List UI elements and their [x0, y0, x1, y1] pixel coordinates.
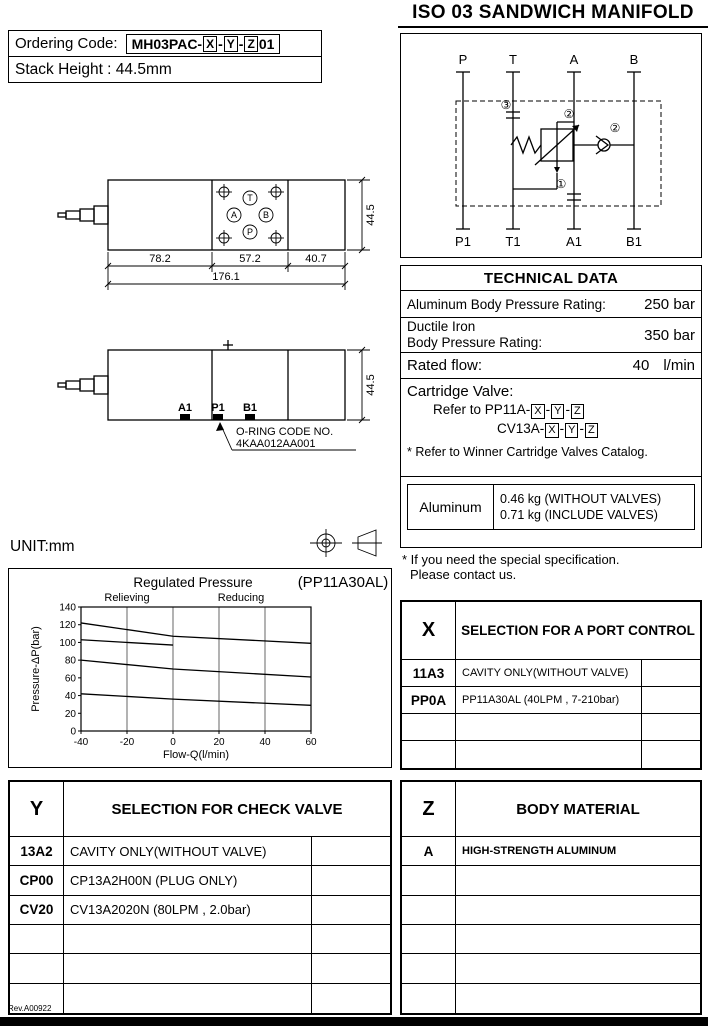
schematic-port-p1: P1 — [455, 234, 471, 249]
schematic-port-b: B — [629, 52, 639, 67]
technical-data-title: TECHNICAL DATA — [401, 266, 701, 291]
y-row-desc — [64, 954, 312, 983]
z-row-desc — [456, 866, 700, 895]
y-row-extra — [312, 837, 390, 866]
dim-176-1: 176.1 — [212, 271, 240, 283]
ductile-rating-row — [401, 318, 701, 353]
dim-height-side: 44.5 — [365, 374, 377, 396]
pp11a-y: Y — [551, 404, 564, 419]
weight-include-valves: 0.71 kg (INCLUDE VALVES) — [500, 508, 658, 522]
projection-cone-icon — [352, 530, 382, 556]
y-row-desc: CV13A2020N (80LPM , 2.0bar) — [64, 896, 312, 925]
schematic-panel — [400, 33, 702, 258]
z-body-material-table — [400, 780, 702, 1015]
pp11a-x: X — [531, 404, 544, 419]
y-row-code: CP00 — [10, 866, 64, 895]
cv13a-sep1: - — [559, 421, 565, 436]
callout-2a: ② — [563, 107, 575, 121]
cartridge-valve-section — [401, 379, 701, 477]
callout-1: ① — [555, 177, 567, 191]
unit-label: UNIT:mm — [10, 538, 75, 555]
y-row-code — [10, 925, 64, 954]
z-row-desc — [456, 954, 700, 983]
projection-circle-icon — [310, 529, 342, 557]
y-row-desc — [64, 984, 312, 1013]
z-row-code — [402, 984, 456, 1013]
pp11a-sep2: - — [565, 402, 570, 417]
svg-text:140: 140 — [59, 602, 76, 614]
z-table-heading: BODY MATERIAL — [456, 782, 700, 837]
dim-40-7: 40.7 — [305, 253, 327, 265]
cv13a-y: Y — [565, 423, 578, 438]
side-port-p1: P1 — [211, 402, 225, 414]
z-table-code-header: Z — [402, 782, 456, 837]
schematic-port-a1: A1 — [566, 234, 582, 249]
chart-region-reducing: Reducing — [217, 592, 265, 604]
ordering-code-value — [126, 34, 281, 54]
leader-arrowhead — [216, 422, 224, 431]
y-row-extra — [312, 866, 390, 895]
y-row-desc — [64, 925, 312, 954]
code-sep2: - — [238, 35, 244, 52]
y-row-extra — [312, 896, 390, 925]
weight-material: Aluminum — [408, 485, 494, 529]
cartridge-note: * Refer to Winner Cartridge Valves Catalog. — [407, 445, 648, 459]
chart-xlabel: Flow-Q(l/min) — [163, 749, 229, 761]
code-suffix: 01 — [258, 35, 275, 52]
schematic-port-a: A — [569, 52, 579, 67]
pp11a-prefix: Refer to PP11A- — [433, 402, 531, 417]
x-row-code: PP0A — [402, 687, 456, 714]
footer-bar — [0, 1017, 708, 1026]
y-row-extra — [312, 925, 390, 954]
schematic-port-b1: B1 — [626, 234, 642, 249]
projection-symbols — [300, 526, 400, 560]
x-row-extra — [642, 741, 700, 768]
x-row-code: 11A3 — [402, 660, 456, 687]
schematic-port-lines — [456, 72, 641, 229]
y-row-code: 13A2 — [10, 837, 64, 866]
x-row-code — [402, 741, 456, 768]
dimension-drawing-front — [8, 172, 392, 304]
rated-flow-label: Rated flow: — [407, 357, 483, 374]
aluminum-rating-label: Aluminum Body Pressure Rating: — [407, 296, 606, 312]
chart-ylabel: Pressure-ΔP(bar) — [30, 626, 42, 712]
weight-values — [494, 485, 694, 529]
code-sep1: - — [218, 35, 223, 52]
cv13a-x: X — [545, 423, 558, 438]
special-spec-footnote — [402, 552, 702, 582]
chart-plot-border — [81, 607, 311, 731]
x-table-heading: SELECTION FOR A PORT CONTROL — [456, 602, 700, 660]
z-row-desc — [456, 896, 700, 925]
check-valve-symbol — [573, 136, 634, 154]
y-row-extra — [312, 984, 390, 1013]
y-row-desc: CP13A2H00N (PLUG ONLY) — [64, 866, 312, 895]
aluminum-rating-row — [401, 291, 701, 318]
oring-code-number: 4KAA012AA001 — [236, 438, 316, 450]
rated-flow-row — [401, 353, 701, 379]
regulated-pressure-chart — [9, 569, 389, 765]
svg-text:40: 40 — [64, 691, 76, 703]
manifold-body-side — [58, 340, 345, 420]
page-title: ISO 03 SANDWICH MANIFOLD — [398, 2, 708, 28]
cartridge-ref-cv13a — [407, 421, 695, 438]
z-row-code — [402, 896, 456, 925]
callout-3: ③ — [500, 98, 512, 112]
x-row-code — [402, 714, 456, 741]
x-row-desc — [456, 714, 642, 741]
cv13a-sep2: - — [579, 421, 584, 436]
chart-region-relieving: Relieving — [104, 592, 150, 604]
dim-78-2: 78.2 — [149, 253, 171, 265]
callout-2b: ② — [609, 121, 621, 135]
ordering-code-label: Ordering Code: — [15, 35, 118, 52]
chart-plot-area — [59, 603, 317, 749]
y-table-code-header: Y — [10, 782, 64, 837]
x-row-desc: CAVITY ONLY(WITHOUT VALVE) — [456, 660, 642, 687]
stack-height-label: Stack Height : 44.5mm — [15, 60, 172, 78]
svg-text:0: 0 — [170, 737, 176, 748]
weight-without-valves: 0.46 kg (WITHOUT VALVES) — [500, 492, 662, 506]
pp11a-z: Z — [571, 404, 584, 419]
manifold-body-front — [58, 180, 345, 250]
footnote-line2: Please contact us. — [410, 567, 517, 582]
chart-subtitle: (PP11A30AL) — [297, 574, 389, 591]
front-port-p: P — [246, 227, 254, 237]
z-row-desc — [456, 925, 700, 954]
rated-flow-number: 40 — [632, 357, 650, 374]
svg-text:100: 100 — [59, 637, 76, 649]
weight-table — [407, 484, 695, 530]
dim-height-front: 44.5 — [365, 204, 377, 226]
chart-title: Regulated Pressure — [133, 575, 253, 590]
stack-height-box — [8, 56, 322, 83]
front-port-t: T — [247, 193, 253, 203]
oring-code-label: O-RING CODE NO. — [236, 426, 334, 438]
y-table-heading: SELECTION FOR CHECK VALVE — [64, 782, 390, 837]
footnote-line1: * If you need the special specification. — [402, 552, 620, 567]
x-row-extra — [642, 687, 700, 714]
code-z: Z — [244, 36, 257, 52]
y-row-code: CV20 — [10, 896, 64, 925]
schematic-port-p: P — [458, 52, 468, 67]
schematic-port-t: T — [509, 52, 517, 67]
pp11a-sep1: - — [545, 402, 551, 417]
hydraulic-schematic — [401, 34, 700, 255]
svg-text:40: 40 — [259, 737, 271, 748]
code-prefix: MH03PAC- — [131, 35, 203, 52]
cartridge-ref-pp11a — [407, 402, 695, 419]
schematic-port-t1: T1 — [505, 234, 521, 249]
reducing-valve-symbol — [506, 112, 581, 200]
x-row-desc — [456, 741, 642, 768]
ductile-label-line2: Body Pressure Rating: — [407, 335, 543, 350]
svg-text:-20: -20 — [119, 737, 135, 748]
svg-text:60: 60 — [64, 673, 76, 685]
side-port-b1: B1 — [242, 402, 258, 414]
dim-57-2: 57.2 — [239, 253, 261, 265]
svg-text:80: 80 — [64, 655, 76, 667]
y-row-desc: CAVITY ONLY(WITHOUT VALVE) — [64, 837, 312, 866]
revision-label: Rev.A00922 — [8, 1004, 52, 1013]
side-port-a1: A1 — [177, 402, 193, 414]
ductile-rating-label — [407, 319, 542, 351]
rated-flow-unit: l/min — [663, 357, 695, 374]
code-x: X — [203, 36, 217, 52]
y-selection-table — [8, 780, 392, 1015]
ordering-code-box — [8, 30, 322, 57]
technical-data-panel — [400, 265, 702, 548]
ductile-rating-value: 350 bar — [644, 326, 695, 344]
dimension-drawing-side — [8, 338, 392, 478]
z-row-code: A — [402, 837, 456, 866]
bottom-port-marks — [180, 414, 255, 420]
chart-panel — [8, 568, 392, 768]
x-row-desc: PP11A30AL (40LPM , 7-210bar) — [456, 687, 642, 714]
svg-text:0: 0 — [70, 726, 76, 738]
y-row-extra — [312, 954, 390, 983]
z-row-desc — [456, 984, 700, 1013]
svg-text:120: 120 — [59, 620, 76, 632]
x-row-extra — [642, 660, 700, 687]
front-port-a: A — [230, 210, 238, 220]
cv13a-z: Z — [585, 423, 598, 438]
z-row-desc: HIGH-STRENGTH ALUMINUM — [456, 837, 700, 866]
ductile-label-line1: Ductile Iron — [407, 319, 476, 334]
svg-text:60: 60 — [305, 737, 317, 748]
z-row-code — [402, 866, 456, 895]
svg-text:-40: -40 — [73, 737, 89, 748]
svg-text:20: 20 — [64, 708, 76, 720]
svg-text:20: 20 — [213, 737, 225, 748]
x-row-extra — [642, 714, 700, 741]
x-selection-table — [400, 600, 702, 770]
z-row-code — [402, 925, 456, 954]
rated-flow-value — [633, 357, 695, 374]
aluminum-rating-value: 250 bar — [644, 295, 695, 313]
cv13a-prefix: CV13A- — [497, 421, 545, 436]
front-port-b: B — [262, 210, 270, 220]
cartridge-valve-label: Cartridge Valve: — [407, 383, 514, 400]
x-table-code-header: X — [402, 602, 456, 660]
y-row-code — [10, 954, 64, 983]
z-row-code — [402, 954, 456, 983]
code-y: Y — [224, 36, 238, 52]
